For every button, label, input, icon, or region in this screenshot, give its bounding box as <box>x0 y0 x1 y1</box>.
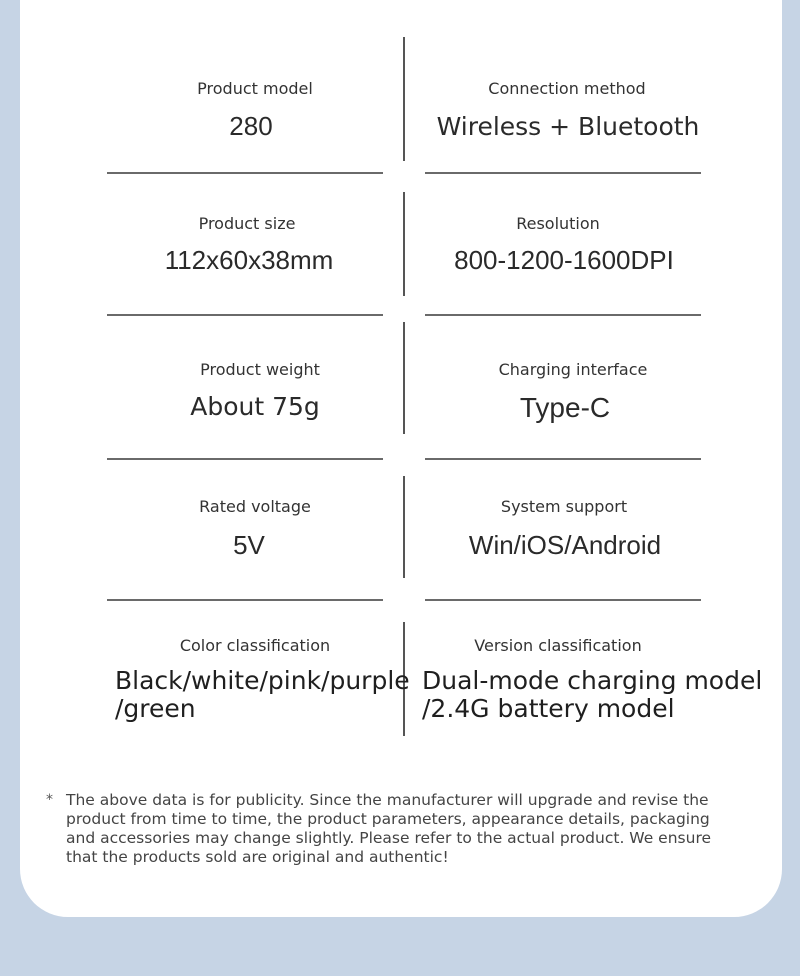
row-divider <box>107 458 383 460</box>
column-divider <box>403 322 405 434</box>
product-size-value: 112x60x38mm <box>164 245 334 275</box>
column-divider <box>403 37 405 161</box>
color-classification-label: Color classification <box>179 636 331 655</box>
rated-voltage-value: 5V <box>233 530 265 560</box>
rated-voltage-label: Rated voltage <box>199 497 311 516</box>
row-divider <box>107 314 383 316</box>
resolution-label: Resolution <box>516 214 600 233</box>
product-model-label: Product model <box>197 79 313 98</box>
version-classification-line-2: /2.4G battery model <box>422 694 675 723</box>
charging-interface-value: Type-C <box>519 392 611 423</box>
version-classification-line-1: Dual-mode charging model <box>422 666 763 695</box>
product-weight-label: Product weight <box>200 360 320 379</box>
row-divider <box>425 599 701 601</box>
color-classification-line-2: /green <box>115 694 196 723</box>
row-divider <box>425 172 701 174</box>
charging-interface-label: Charging interface <box>498 360 648 379</box>
product-model-value: 280 <box>229 111 273 141</box>
asterisk-icon: * <box>46 792 53 808</box>
color-classification-value <box>115 667 410 723</box>
row-divider <box>107 172 383 174</box>
color-classification-line-1: Black/white/pink/purple <box>115 666 410 695</box>
product-weight-value: About 75g <box>190 392 320 421</box>
row-divider <box>425 458 701 460</box>
disclaimer-text: The above data is for publicity. Since the manufacturer will upgrade and revise the product from time to time, the product parameters, appearance details, packaging and accessories may change slightly. Please refer to the actual product. We ensure that the products sold are original and authentic! <box>66 791 712 866</box>
connection-method-label: Connection method <box>488 79 646 98</box>
row-divider <box>425 314 701 316</box>
version-classification-label: Version classification <box>474 636 642 655</box>
connection-method-value: Wireless + Bluetooth <box>436 112 700 141</box>
product-size-label: Product size <box>198 214 296 233</box>
resolution-value: 800-1200-1600DPI <box>454 245 674 275</box>
disclaimer <box>46 791 736 867</box>
column-divider <box>403 192 405 296</box>
system-support-label: System support <box>500 497 628 516</box>
row-divider <box>107 599 383 601</box>
column-divider <box>403 476 405 578</box>
version-classification-value <box>422 667 762 723</box>
system-support-value: Win/iOS/Android <box>468 530 662 560</box>
